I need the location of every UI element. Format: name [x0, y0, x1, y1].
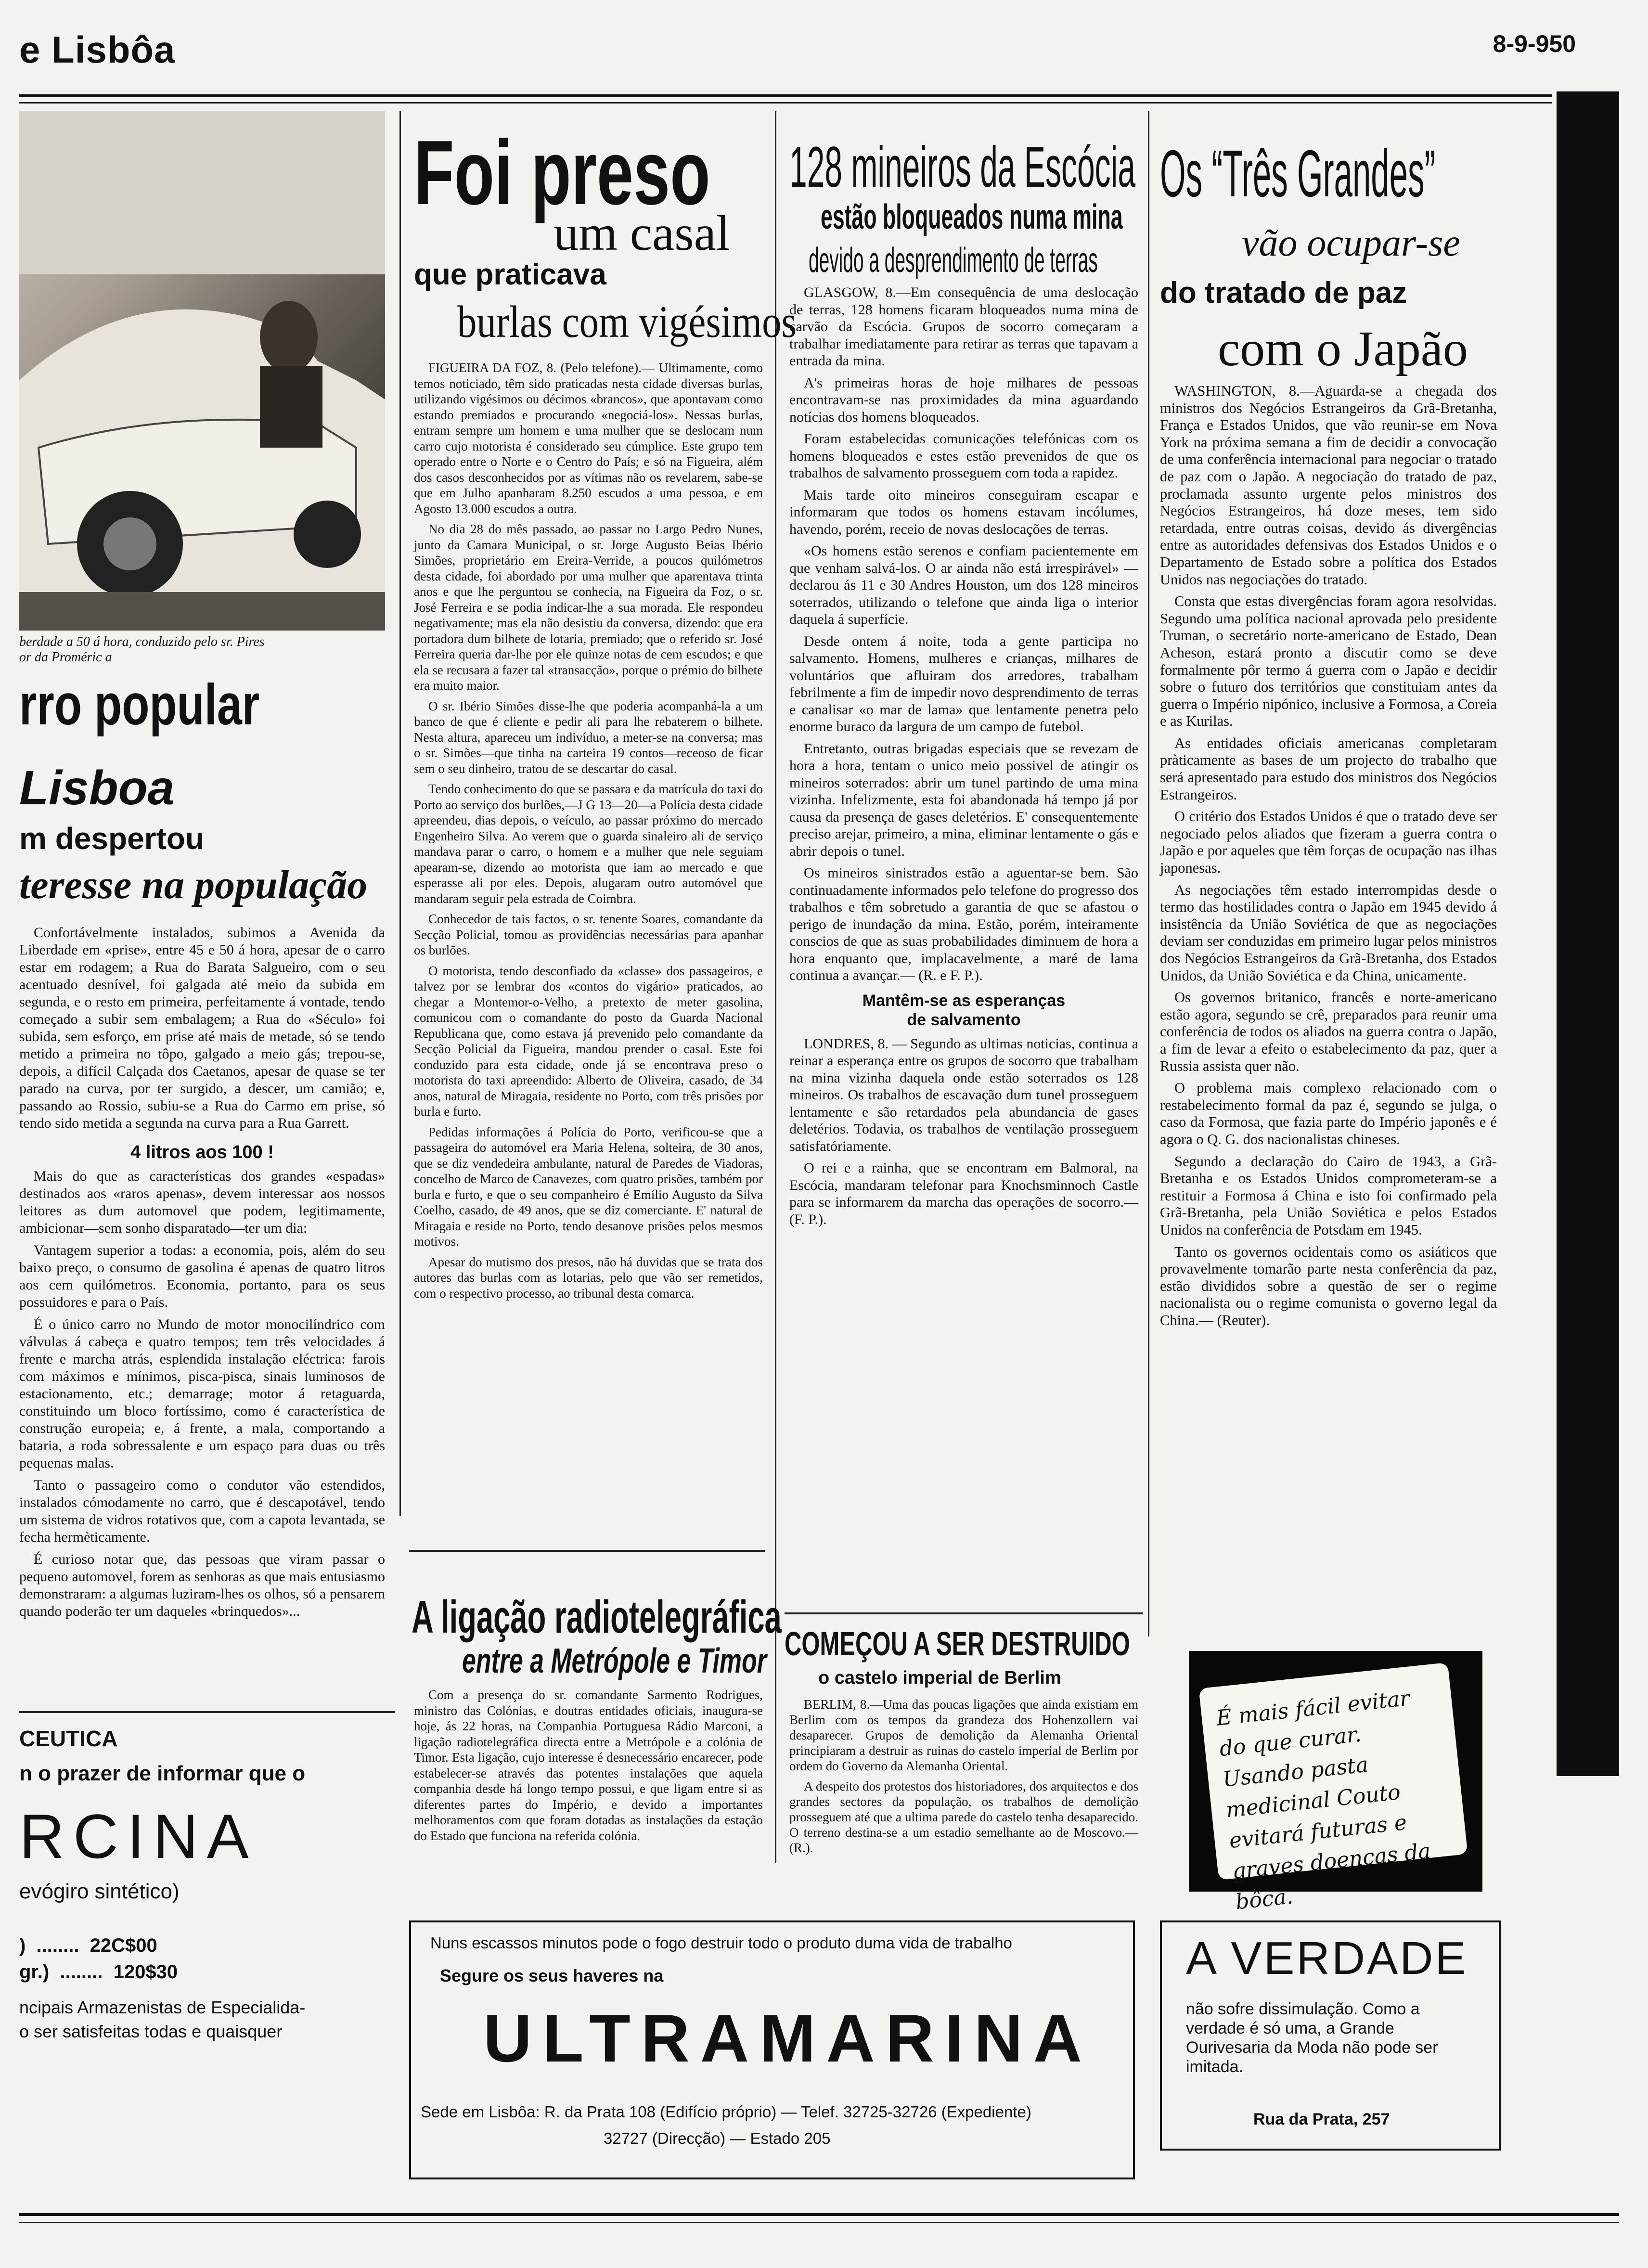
grandes-paragraph: O critério dos Estados Unidos é que o tratado deve ser negociado pelos aliados que fizeram a guerra contra o Japão e por aqueles que têm forças de ocupação nas ilhas japonesas.: [1160, 808, 1497, 876]
headline-que-praticava: que praticava: [414, 258, 606, 291]
mineiros-paragraph: Foram estabelecidas comunicações telefónicas com os homens bloqueados e estes estão prevenidos de que os trabalhos de salvamento prosseguem com toda a rapidez.: [789, 431, 1138, 481]
pharma-line-2: n o prazer de informar que o: [19, 1762, 306, 1785]
castelo-paragraph: A despeito dos protestos dos historiadores, dos arquitectos e dos grandes sectores da população, os trabalhos de demolição prosseguem até que a ultima parede do castelo tenha desaparecido. O terreno destina-se a um estadio semelhante ao de Moscovo.—(R.).: [789, 1779, 1138, 1855]
grandes-article-body: [1160, 383, 1497, 1334]
carro-paragraph: Tanto o passageiro como o condutor vão estendidos, instalados cómodamente no carro, que é descapotável, tendo um sistema de vidros rotativos que, com a capota levantada, se fecha hermèticamente.: [19, 1477, 385, 1545]
grandes-paragraph: Tanto os governos ocidentais como os asiáticos que provavelmente tomarão parte nesta conferência da paz, estão divididos sobre a questão de ser o regime nacionalista ou o regime comunista o governo legal da China.— (Reuter).: [1160, 1243, 1497, 1328]
pharma-price-2: gr.) ........ 120$30: [19, 1961, 178, 1983]
bottom-rule: [19, 2213, 1619, 2216]
grandes-paragraph: O problema mais complexo relacionado com o restabelecimento formal da paz é, segundo se julga, o caso da Formosa, que fazia parte do Império japonês e é agora o Q. G. dos nacionalistas chineses.: [1160, 1080, 1497, 1147]
mineiros-paragraph: Desde ontem á noite, toda a gente participa no salvamento. Homens, mulheres e crianças, milhares de voluntários que afluiram dos arredores, trabalham febrilmente a fim de impedir novo desprendimento de terras e canalisar «o mar de lama» que lentamente penetra pelo enorme buraco da largura de um campo de futebol.: [789, 633, 1138, 735]
preso-paragraph: Tendo conhecimento do que se passara e da matrícula do taxi do Porto ao serviço dos burlões,—J G 13—20—a Polícia desta cidade apreendeu, dias depois, o veículo, ao passar próximo do mercado Engenheiro Silva. Ao verem que o guarda sinaleiro ali de serviço mandava parar o carro, o homem e a mulher que nele seguiam apearam-se, dizendo ao motorista que iam ao mercado e que esperasse ali por eles. Depois, alugaram outro automóvel que mandaram seguir pela estrada de Coimbra.: [414, 782, 763, 906]
headline-vao-ocupar: vão ocupar-se: [1242, 222, 1460, 264]
headline-despertou: m despertou: [19, 821, 205, 856]
preso-paragraph: No dia 28 do mês passado, ao passar no Largo Pedro Nunes, junto da Camara Municipal, o sr. Jorge Augusto Beias Ibério Simões, proprietário em Ereira-Verride, a poucos quilómetros desta cidade, foi abordado por uma mulher que aparentava trinta anos e que lhe perguntou se conhecia, na Figueira da Foz, o sr. José Ferreira e se podia indicar-lhe a sua morada. Ele respondeu negativamente; mas ela não desistiu da conversa, dizendo: que era portadora dum bilhete de lotaria, premiado; que o referido sr. José Ferreira queria dar-lhe por ele quinze notas de cem escudos; e que ela se recusara a fazer tal «transacção», porque o prémio do bilhete era muito maior.: [414, 522, 763, 693]
preso-paragraph: FIGUEIRA DA FOZ, 8. (Pelo telefone).— Ultimamente, como temos noticiado, têm sido praticadas nesta cidade diversas burlas, utilizando vigésimos ou décimos «brancos», que apontavam como estando premiados e procurando «negociá-los». Nessas burlas, entram sempre um homem e uma mulher que se deslocam num carro cujo motorista é considerado seu cúmplice. Este grupo tem operado entre o Norte e o Centro do País; e só na Figueira, além dos casos desconhecidos por as vítimas não os revelarem, sabe-se que em Julho apanharam 8.250 escudos a uma pessoa, e em Agosto 13.000 escudos a outra.: [414, 361, 763, 516]
ultramarina-ad: [409, 1920, 1135, 2179]
column-divider: [399, 111, 401, 1516]
grandes-paragraph: Os governos britanico, francês e norte-americano estão agora, segundo se crê, preparados para reunir uma conferência de todos os aliados na guerra contra o Japão, a fim de levar a efeito o estabelecimento da paz, quer a Russia assista quer não.: [1160, 989, 1497, 1074]
preso-article-body: [414, 360, 763, 1306]
verdade-title: A VERDADE: [1186, 1933, 1468, 1984]
ultramarina-line-3: Sede em Lisbôa: R. da Prata 108 (Edifício próprio) — Telef. 32725-32726 (Expediente): [421, 2103, 1031, 2121]
mineiros-paragraph: Os mineiros sinistrados estão a aguentar-se bem. São continuadamente informados pelo telefone do progresso dos trabalhos e têm sobretudo a garantia de que se afastou o perigo de inundação da mina. Estão, porém, inteiramente conscios de que as suas probabilidades diminuem de hora a hora enquanto que, implacavelmente, a maré de lama continua a avançar.— (R. e F. P.).: [789, 865, 1138, 983]
mineiros-subhead-2: de salvamento: [907, 1010, 1021, 1029]
preso-paragraph: Apesar do mutismo dos presos, não há duvidas que se trata dos autores das burlas com as lotarias, pelo que vão ser remetidos, com o respectivo processo, ao tribunal desta comarca.: [414, 1254, 763, 1301]
car-photo: [19, 111, 385, 631]
mineiros-paragraph: Mais tarde oito mineiros conseguiram escapar e informaram que todos os homens estavam incólumes, havendo, porém, receio de novas deslocações de terras.: [789, 487, 1138, 537]
issue-date: 8-9-950: [1493, 30, 1576, 57]
radio-article-body: [414, 1687, 763, 1848]
headline-tratado-paz: do tratado de paz: [1160, 276, 1407, 309]
carro-paragraph: Confortávelmente instalados, subimos a Avenida da Liberdade em «prise», entre 45 e 50 á hora, apesar de o carro estar em rodagem; a Rua do Barata Salgueiro, com o seu acentuado desnível, foi galgada até meio da subida em segunda, e o resto em primeira, perfeitamente á vontade, tendo começado a subir sem embalagem; a Rua do «Século» foi subida, sem esforço, em prise até mais de metade, só se tendo metido a primeira no tôpo, galgado a meio gás; trepou-se, depois, a difícil Calçada dos Caetanos, apesar de quase se ter parado na curva, por ter surgido, a descer, um camião; e, passando ao Rossio, subiu-se a Rua do Carmo em prise, só tendo sido metida a segunda na curva para a Rua Garrett.: [19, 925, 385, 1131]
grandes-paragraph: As negociações têm estado interrompidas desde o termo das hostilidades contra o Japão em 1945 devido á insistência da União Soviética de que as negociações deviam ser conduzidas em primeiro lugar pelos ministros dos Negócios Estrangeiros da Grã-Bretanha, dos Estados Unidos, da União Soviética e da China, unicamente.: [1160, 881, 1497, 984]
pharma-brand: RCINA: [19, 1801, 258, 1871]
mineiros-paragraph: LONDRES, 8. — Segundo as ultimas noticias, continua a reinar a esperança entre os grupos de socorro que trabalham na mina vizinha daquela onde estão soterrados os 128 mineiros. Os trabalhos de escavação dum tunel prosseguem lentamente e são retardados pela abundancia de gases deletérios. Todavia, os trabalhos de ventilação prosseguem satisfatóriamente.: [789, 1035, 1138, 1154]
headline-castelo-berlim: o castelo imperial de Berlim: [818, 1668, 1061, 1688]
mineiros-paragraph: A's primeiras horas de hoje milhares de pessoas encontravam-se nas proximidades da mina aguardando notícias dos homens bloqueados.: [789, 374, 1138, 425]
handwritten-ad-card: [1199, 1662, 1468, 1915]
headline-foi-preso: Foi preso: [414, 122, 710, 224]
mineiros-article-body: [789, 284, 1138, 1233]
carro-paragraph: Vantagem superior a todas: a economia, pois, além do seu baixo preço, o consumo de gasolina é apenas de quatro litros aos cem quilómetros. Economia, portanto, para os seus possuidores e para o País.: [19, 1242, 385, 1310]
mineiros-paragraph: Entretanto, outras brigadas especiais que se revezam de hora a hora, tentam o unico meio possivel de atingir os mineiros soterrados: abrir um tunel partindo de uma mina vizinha. Infelizmente, esta foi abandonada há tempo já por causa da presença de gases deletérios. E' consequentemente preciso arejar, primeiro, a mina, eliminar lentamente o gás e abrir depois o tunel.: [789, 740, 1138, 859]
pharma-line-7: ncipais Armazenistas de Especialida-: [19, 1997, 306, 2017]
column-divider: [1148, 111, 1149, 1637]
headline-ligacao: A ligação radiotelegráfica: [412, 1591, 782, 1643]
castelo-paragraph: BERLIM, 8.—Uma das poucas ligações que ainda existiam em Berlim com os tempos da grandeza dos Hohenzollern vai desaparecer. Grupos de demolição da Alemanha Oriental principiaram a destruir as ruinas do castelo imperial de Berlim por ordem do Governo da Alemanha Oriental.: [789, 1697, 1138, 1773]
headline-populacao: teresse na população: [19, 863, 368, 907]
radio-rule: [409, 1550, 765, 1552]
pharma-rule: [19, 1711, 395, 1713]
headline-tres-grandes: Os “Três Grandes”: [1160, 137, 1436, 211]
preso-paragraph: Pedidas informações á Polícia do Porto, verificou-se que a passageira do automóvel era Maria Helena, solteira, de 30 anos, que se diz vendedeira ambulante, natural de Paredes de Viadoras, concelho de Marco de Canavezes, com quatro prisões, também por burla e furto, e que o seu companheiro é Emílio Augusto da Silva Coelho, casado, de 49 anos, que se diz comerciante. E' natural de Miragaia e reside no Porto, tendo desanove prisões pelos mesmos motivos.: [414, 1124, 763, 1249]
headline-um-casal: um casal: [554, 206, 730, 261]
headline-desprendimento: devido a desprendimento de terras: [809, 241, 1098, 280]
carro-paragraph: É curioso notar que, das pessoas que viram passar o pequeno automovel, forem as senhoras as que mais entusiasmo demonstraram: a algumas luziram-lhes os olhos, só a pensarem quando poderão ter um daqueles «brinquedos»...: [19, 1551, 385, 1619]
mineiros-paragraph: O rei e a rainha, que se encontram em Balmoral, na Escócia, mandaram telefonar para Knochsminnoch Castle para se informarem da marcha das operações de socorro.—(F. P.).: [789, 1160, 1138, 1227]
castelo-rule: [785, 1612, 1143, 1614]
car-photo-illustration: [19, 111, 385, 631]
verdade-address: Rua da Prata, 257: [1253, 2110, 1390, 2128]
ultramarina-brand: ULTRAMARINA: [483, 2000, 1093, 2076]
bottom-rule-thin: [19, 2222, 1619, 2223]
headline-128-mineiros: 128 mineiros da Escócia: [789, 135, 1136, 199]
pharma-line-1: CEUTICA: [19, 1726, 118, 1751]
headline-bloqueados: estão bloqueados numa mina: [821, 198, 1123, 236]
grandes-paragraph: As entidades oficiais americanas completaram pràticamente as bases de um projecto do trabalho que será apresentado para estudo dos ministros dos Negócios Estrangeiros.: [1160, 735, 1497, 803]
preso-paragraph: O sr. Ibério Simões disse-lhe que poderia acompanhá-la a um banco de que é cliente e pedir ali para lhe rebaterem o bilhete. Nesta altura, apareceu um indivíduo, a meter-se na conversa; mas o sr. Simões—que tinha na carteira 19 contos—receoso de ficar sem o seu dinheiro, tratou de se descartar do casal.: [414, 698, 763, 776]
preso-paragraph: Conhecedor de tais factos, o sr. tenente Soares, comandante da Secção Policial, tomou as providências necessárias para apanhar os burlões.: [414, 912, 763, 957]
handwritten-ad-text: É mais fácil evitar do que curar. Usando pasta medicinal Couto evitará futuras e graves doenças da bôca.: [1215, 1686, 1432, 1915]
top-rule-thin: [19, 102, 1552, 103]
pharma-line-8: o ser satisfeitas todas e quaisquer: [19, 2022, 283, 2041]
mineiros-subhead-1: Mantêm-se as esperanças: [862, 991, 1066, 1010]
headline-carro-popular: rro popular: [19, 672, 260, 737]
pharma-line-4: evógiro sintético): [19, 1880, 180, 1903]
mineiros-paragraph: GLASGOW, 8.—Em consequência de uma deslocação de terras, 128 homens ficaram bloqueados numa mina de carvão da Escócia. Grupos de socorro começaram a trabalhar imediatamente para retirar as terras que tapavam a entrada da mina.: [789, 284, 1138, 369]
margin-bar: [1557, 91, 1619, 1776]
carro-subhead: 4 litros aos 100 !: [130, 1142, 274, 1162]
pharma-price-1: ) ........ 22C$00: [19, 1935, 157, 1956]
headline-lisboa: Lisboa: [19, 761, 175, 815]
top-rule: [19, 94, 1552, 97]
carro-paragraph: É o único carro no Mundo de motor monocilíndrico com válvulas á cabeça e quatro tempos; tem três velocidades á frente e marcha atrás, esplendida instalação eléctrica: farois com máximos e mínimos, pisca-pisca, sinais luminosos de estacionamento, etc.; demarrage; motor á retaguarda, constituindo um bloco fortíssimo, como é característica de construção europeia; e, á frente, a mala, comportando a bataria, a roda sobressalente e um espaço para duas ou três pequenas malas.: [19, 1316, 385, 1471]
carro-article-body: [19, 924, 385, 1625]
headline-metropole-timor: entre a Metrópole e Timor: [462, 1642, 767, 1680]
headline-japao: com o Japão: [1218, 321, 1468, 376]
mineiros-paragraph: «Os homens estão serenos e confiam pacientemente em que venham salvá-los. O ar ainda não está irrespirável» —declarou ás 11 e 30 Andres Houston, um dos 128 mineiros soterrados, utilizando o telefone que ainda liga o interior daquela á superfície.: [789, 543, 1138, 627]
castelo-article-body: [789, 1697, 1138, 1860]
carro-paragraph: Mais do que as características dos grandes «espadas» destinados aos «raros apenas», devem interessar aos nossos leitores as dum automovel que podem, legitimamente, ambicionar—sem sonho disparatado—ter um dia:: [19, 1168, 385, 1236]
ultramarina-line-2: Segure os seus haveres na: [440, 1966, 664, 1985]
newspaper-name: e Lisbôa: [19, 28, 176, 71]
preso-paragraph: O motorista, tendo desconfiado da «classe» dos passageiros, e talvez por se lembrar dos «contos do vigário» praticados, ao chegar a Montemor-o-Velho, a pretexto de meter gasolina, comunicou com o comandante do posto da Guarda Nacional Republicana que, como estava já prevenido pelo comandante da Secção Policial da Figueira, mandou prender o casal. Este foi conduzido para esta cidade, onde já se encontrava preso o motorista do taxi apreendido: Alberto de Oliveira, casado, de 34 anos, natural de Miragaia, residente no Porto, com três prisões por burla e furto.: [414, 963, 763, 1119]
grandes-paragraph: Segundo a declaração do Cairo de 1943, a Grã-Bretanha e os Estados Unidos comprometeram-se a restituir a Formosa á China e isto foi confirmado pela Grã-Bretanha, pela União Soviética e pelos Estados Unidos na conferência de Potsdam em 1945.: [1160, 1153, 1497, 1238]
ultramarina-line-4: 32727 (Direcção) — Estado 205: [604, 2129, 831, 2147]
radio-paragraph: Com a presença do sr. comandante Sarmento Rodrigues, ministro das Colónias, e doutras entidades oficiais, inaugura-se hoje, ás 22 horas, na Companhia Portuguesa Rádio Marconi, a ligação radiotelegráfica directa entre a Metrópole e a colónia de Timor. Esta ligação, cujo interesse é desnecessário encarecer, pode estabelecer-se através das potentes instalações que aquela companhia desde há longo tempo possui, e que ligam entre si as diferentes partes do Império, e devido a importantes melhoramentos com que foram dotadas as instalações da estação do Estado que funciona na referida colónia.: [414, 1688, 763, 1843]
grandes-paragraph: WASHINGTON, 8.—Aguarda-se a chegada dos ministros dos Negócios Estrangeiros da Grã-Bretanha, França e Estados Unidos, que vão reunir-se em Nova York na próxima semana a fim de decidir a convocação de uma conferência internacional para negociar o tratado de paz com o Japão. A negociação do tratado de paz, proclamada assunto urgente pelos ministros dos Negócios Estrangeiros, há doze meses, tem sido retardada, entre outras coisas, devido ás divergências entre as autoridades defensivas dos Estados Unidos e o Departamento de Estado sobre a política dos Estados Unidos nas negociações do tratado.: [1160, 383, 1497, 588]
headline-burlas: burlas com vigésimos: [457, 297, 797, 347]
verdade-text: não sofre dissimulação. Como a verdade é só uma, a Grande Ourivesaria da Moda não pode ser imitada.: [1186, 2000, 1438, 2076]
handwritten-ad: [1189, 1651, 1482, 1915]
ultramarina-line-1: Nuns escassos minutos pode o fogo destruir todo o produto duma vida de trabalho: [430, 1934, 1012, 1952]
photo-caption: berdade a 50 á hora, conduzido pelo sr. Pires or da Proméric a: [19, 634, 265, 665]
headline-destruido: COMEÇOU A SER DESTRUIDO: [785, 1625, 1130, 1662]
verdade-ad: [1160, 1920, 1501, 2151]
grandes-paragraph: Consta que estas divergências foram agora resolvidas. Segundo uma política nacional aprovada pelo presidente Truman, o secretário norte-americano de Estado, Dean Acheson, estará pronto a discutir como se deve formalmente pôr termo á guerra com o Japão e decidir sobre o futuro dos territórios que constituiam antes da guerra o Império nipónico, inclusive a Formosa, a Coreia e as Kurilas.: [1160, 593, 1497, 730]
